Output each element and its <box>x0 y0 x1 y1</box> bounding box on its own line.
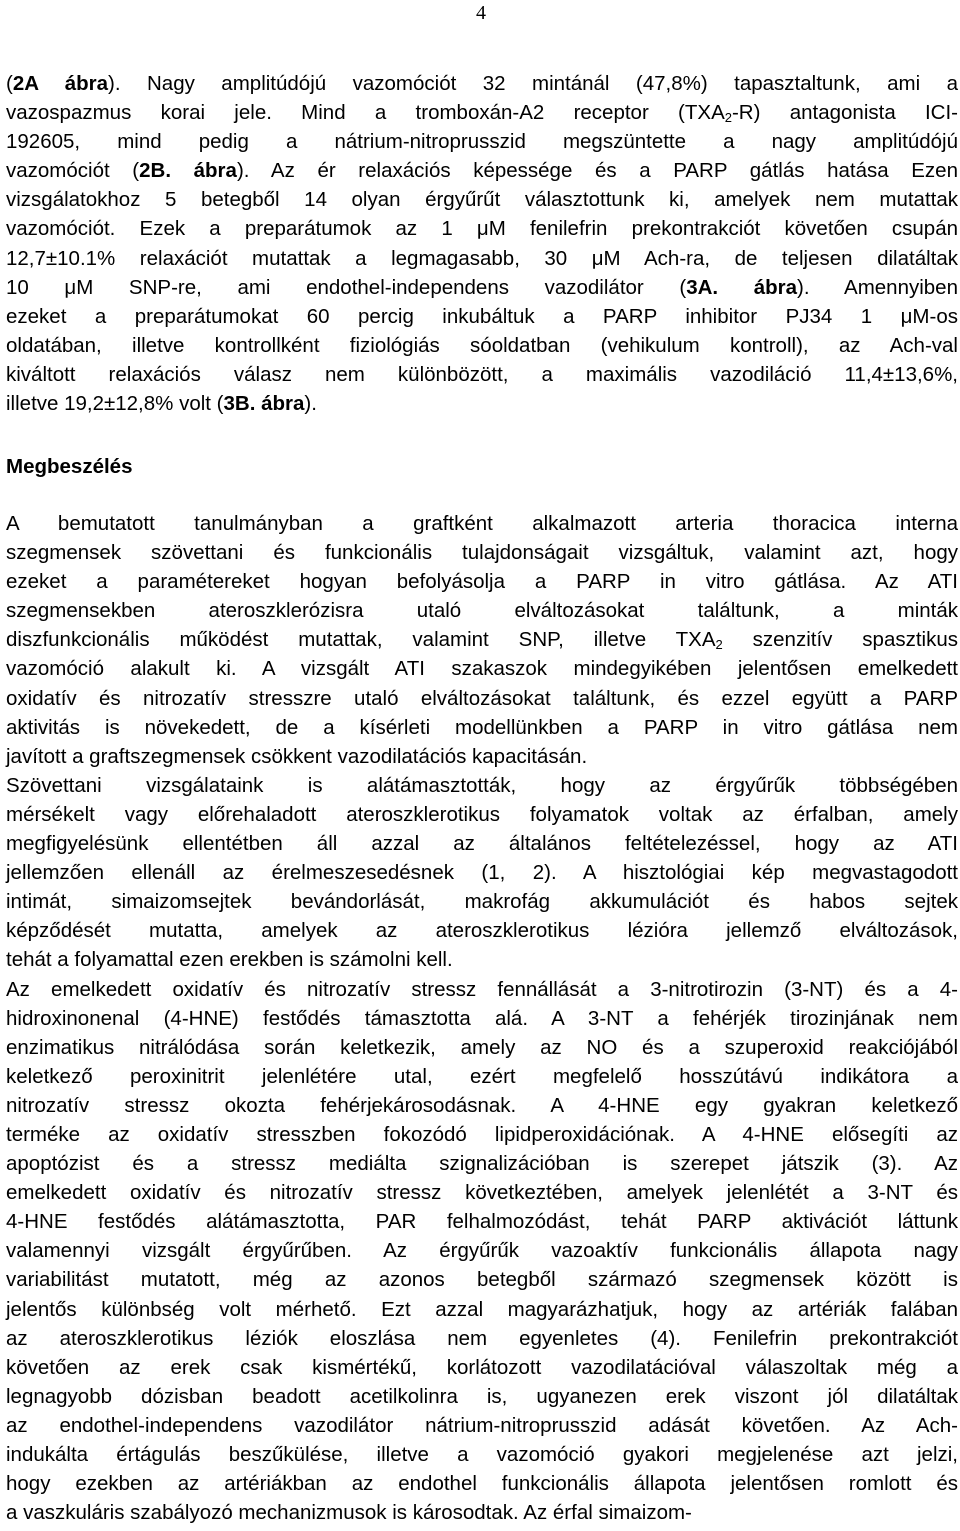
text-segment: nitrozatív stressz okozta fehérjekárosodásnak. A 4-HNE egy gyakran keletkező <box>6 1093 958 1117</box>
text-line <box>6 945 958 974</box>
text-segment: megfigyelésünk ellentétben áll azzal az általános feltételezéssel, hogy az ATI <box>6 832 958 856</box>
text-segment: oxidatív és nitrozatív stresszre utaló elváltozásokat találtunk, és ezzel együtt a PARP <box>6 686 958 710</box>
text-segment: ( <box>6 72 13 95</box>
text-segment: követően az erek csak kismértékű, korlátozott vazodilatációval válaszoltak még a <box>6 1355 958 1379</box>
text-line <box>6 1469 958 1498</box>
text-segment: hidroxinonenal (4-HNE) festődés támasztotta alá. A 3-NT a fehérjék tirozinjának nem <box>6 1006 958 1030</box>
text-line <box>6 69 958 98</box>
page-number: 4 <box>476 2 486 24</box>
text-segment: diszfunkcionális működést mutattak, valamint SNP, illetve TXA <box>6 628 716 652</box>
text-segment: kiváltott relaxációs válasz nem különbözött, a maximális vazodiláció 11,4±13,6%, <box>6 362 958 386</box>
text-line <box>6 742 958 771</box>
text-line <box>6 1062 958 1091</box>
text-segment: 2A ábra <box>12 72 109 95</box>
text-segment: javított a graftszegmensek csökkent vazodilatációs kapacitásán. <box>6 744 588 768</box>
text-line <box>6 858 958 887</box>
text-line <box>6 1324 958 1353</box>
text-segment: 2 <box>724 110 732 126</box>
discussion-paragraphs <box>6 509 958 1527</box>
text-line <box>6 156 958 185</box>
text-segment: 3B. ábra <box>223 392 305 416</box>
text-line <box>6 360 958 389</box>
text-line <box>6 1120 958 1149</box>
text-segment: jelentős különbség volt mérhető. Ezt azzal magyarázhatjuk, hogy az artériák falában <box>6 1297 958 1321</box>
text-segment: Az emelkedett oxidatív és nitrozatív stressz fennállását a 3-nitrotirozin (3-NT) és a 4- <box>6 977 958 1001</box>
text-line <box>6 1440 958 1469</box>
text-line <box>6 1178 958 1207</box>
text-segment: szegmensek szövettani és funkcionális tulajdonságait vizsgáltuk, valamint azt, hogy <box>6 541 958 565</box>
text-segment: valamennyi vizsgált érgyűrűben. Az érgyűrűk vazoaktív funkcionális állapota nagy <box>6 1239 958 1263</box>
text-segment: Szövettani vizsgálataink is alátámasztották, hogy az érgyűrűk többségében <box>6 773 958 797</box>
text-line <box>6 887 958 916</box>
text-segment: képződését mutatta, amelyek az ateroszklerotikus lézióra jellemző elváltozások, <box>6 919 958 943</box>
text-segment: vazomóciót. Ezek a preparátumok az 1 μM fenilefrin prekontrakciót követően csupán <box>6 217 958 241</box>
text-segment: legnagyobb dózisban beadott acetilkolinra is, ugyanezen erek viszont jól dilatáltak <box>6 1384 958 1408</box>
text-segment: hogy ezekben az artériákban az endothel funkcionális állapota jelentősen romlott és <box>6 1472 958 1496</box>
text-segment: A bemutatott tanulmányban a graftként alkalmazott arteria thoracica interna <box>6 512 958 535</box>
text-line <box>6 625 958 654</box>
text-segment: aktivitás is növekedett, de a kísérleti modellünkben a PARP in vitro gátlása nem <box>6 715 958 739</box>
text-segment: 4-HNE festődés alátámasztotta, PAR felhalmozódást, tehát PARP aktivációt láttunk <box>6 1210 958 1234</box>
text-segment: ezeket a paramétereket hogyan befolyásolja a PARP in vitro gátlása. Az ATI <box>6 570 958 594</box>
text-line <box>6 800 958 829</box>
text-line <box>6 214 958 243</box>
text-segment: 2 <box>715 637 723 653</box>
text-segment: keletkező peroxinitrit jelenlétére utal, ezért megfelelő hosszútávú indikátora a <box>6 1064 958 1088</box>
text-line <box>6 331 958 360</box>
text-line <box>6 302 958 331</box>
text-segment: jellemzően ellenáll az érelmeszesedésnek (1, 2). A hisztológiai kép megvastagodott <box>6 861 958 885</box>
text-line <box>6 1295 958 1324</box>
text-line <box>6 1353 958 1382</box>
text-segment: vazomóció alakult ki. A vizsgált ATI szakaszok mindegyikében jelentősen emelkedett <box>6 657 958 681</box>
text-segment: apoptózist és a stressz mediálta szignalizációban is szerepet játszik (3). Az <box>6 1152 958 1176</box>
text-line <box>6 538 958 567</box>
text-segment: enzimatikus nitrálódása során keletkezik, amely az NO és a szuperoxid reakciójából <box>6 1035 958 1059</box>
text-line <box>6 684 958 713</box>
text-segment: ezeket a preparátumokat 60 percig inkubáltuk a PARP inhibitor PJ34 1 μM-os <box>6 304 958 328</box>
text-line <box>6 1033 958 1062</box>
text-segment: ). <box>304 392 317 416</box>
text-line <box>6 829 958 858</box>
text-segment: variabilitást mutatott, még az azonos betegből származó szegmensek között is <box>6 1268 958 1292</box>
text-segment: az endothel-independens vazodilátor nátrium-nitroprusszid adását követően. Az Ach- <box>6 1413 958 1437</box>
text-segment: 2B. ábra <box>139 159 237 183</box>
text-line <box>6 244 958 273</box>
text-segment: emelkedett oxidatív és nitrozatív stressz következtében, amelyek jelenlétét a 3-NT és <box>6 1181 958 1205</box>
text-line <box>6 596 958 625</box>
text-line <box>6 1149 958 1178</box>
text-line <box>6 509 958 538</box>
text-line <box>6 1411 958 1440</box>
text-line <box>6 975 958 1004</box>
results-paragraph <box>6 69 958 418</box>
text-line <box>6 127 958 156</box>
text-line <box>6 567 958 596</box>
text-segment: 10 μM SNP-re, ami endothel-independens vazodilátor ( <box>6 275 687 299</box>
text-line <box>6 654 958 683</box>
text-line <box>6 713 958 742</box>
text-segment: vazomóciót ( <box>6 159 140 183</box>
text-segment: szegmensekben ateroszklerózisra utaló elváltozásokat találtunk, a minták <box>6 599 958 623</box>
text-line <box>6 1498 958 1527</box>
text-segment: illetve 19,2±12,8% volt ( <box>6 392 224 416</box>
text-line <box>6 1207 958 1236</box>
text-segment: tehát a folyamattal ezen erekben is számolni kell. <box>6 948 453 972</box>
section-heading-megbeszeles: Megbeszélés <box>6 455 133 478</box>
text-line <box>6 273 958 302</box>
text-segment: ). Amennyiben <box>797 275 958 299</box>
text-segment: 3A. ábra <box>686 275 798 299</box>
text-segment: az ateroszklerotikus léziók eloszlása nem egyenletes (4). Fenilefrin prekontrakciót <box>6 1326 958 1350</box>
text-segment: ). Nagy amplitúdójú vazomóciót 32 mintánál (47,8%) tapasztaltunk, ami a <box>108 72 958 95</box>
text-line <box>6 1004 958 1033</box>
text-segment: intimát, simaizomsejtek bevándorlását, makrofág akkumulációt és habos sejtek <box>6 890 958 914</box>
text-segment: ). Az ér relaxációs képessége és a PARP gátlás hatása Ezen <box>236 159 958 183</box>
text-line <box>6 1382 958 1411</box>
text-line <box>6 1265 958 1294</box>
text-line <box>6 1091 958 1120</box>
text-line <box>6 771 958 800</box>
text-line <box>6 185 958 214</box>
text-segment: oldatában, illetve kontrollként fiziológiás sóoldatban (vehikulum kontroll), az Ach-val <box>6 333 958 357</box>
text-segment: indukálta értágulás beszűkülése, illetve a vazomóció gyakori megjelenése azt jelzi, <box>6 1443 958 1466</box>
text-segment: a vaszkuláris szabályozó mechanizmusok is károsodtak. Az érfal simaizom- <box>6 1501 692 1525</box>
text-segment: -R) antagonista ICI- <box>731 101 959 125</box>
text-segment: terméke az oxidatív stresszben fokozódó lipidperoxidációnak. A 4-HNE elősegíti az <box>6 1122 958 1146</box>
text-segment: szenzitív spasztikus <box>722 628 958 652</box>
text-segment: vazospazmus korai jele. Mind a tromboxán-A2 receptor (TXA <box>6 101 725 125</box>
text-segment: mérsékelt vagy előrehaladott ateroszklerotikus folyamatok voltak az érfalban, amely <box>6 802 958 826</box>
text-segment: 192605, mind pedig a nátrium-nitroprusszid megszüntette a nagy amplitúdójú <box>6 130 958 154</box>
text-line <box>6 1236 958 1265</box>
text-line <box>6 389 958 418</box>
text-segment: 12,7±10.1% relaxációt mutattak a legmagasabb, 30 μM Ach-ra, de teljesen dilatáltak <box>6 246 958 270</box>
text-line <box>6 98 958 127</box>
text-segment: vizsgálatokhoz 5 betegből 14 olyan érgyűrűt választottunk ki, amelyek nem mutattak <box>6 188 958 212</box>
text-line <box>6 916 958 945</box>
